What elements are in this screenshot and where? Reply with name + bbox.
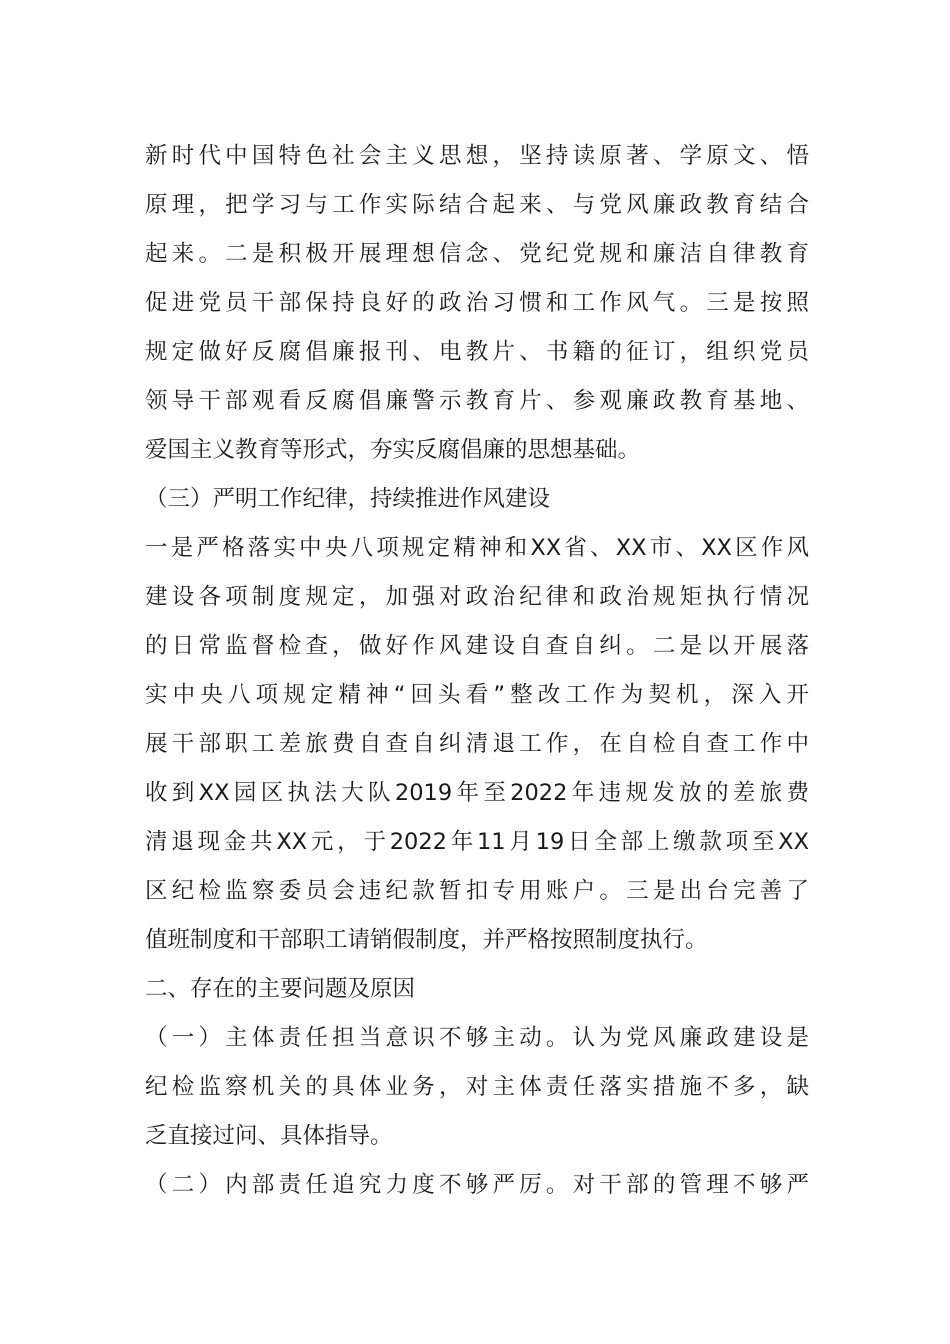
body-line: （二）内部责任追究力度不够严厉。对干部的管理不够严 <box>145 1172 809 1198</box>
body-line: 纪检监察机关的具体业务，对主体责任落实措施不多，缺 <box>145 1074 809 1100</box>
body-line: （一）主体责任担当意识不够主动。认为党风廉政建设是 <box>145 1025 809 1051</box>
document-body <box>145 132 809 1210</box>
body-line: 实中央八项规定精神“回头看”整改工作为契机，深入开 <box>145 682 809 708</box>
body-line: 的日常监督检查，做好作风建设自查自纠。二是以开展落 <box>145 633 809 659</box>
body-line: 乏直接过问、具体指导。 <box>145 1123 393 1149</box>
body-line: 规定做好反腐倡廉报刊、电教片、书籍的征订，组织党员 <box>145 339 809 365</box>
section-heading: 二、存在的主要问题及原因 <box>145 976 416 1002</box>
body-line: 区纪检监察委员会违纪款暂扣专用账户。三是出台完善了 <box>145 878 809 904</box>
body-line: 起来。二是积极开展理想信念、党纪党规和廉洁自律教育 <box>145 241 809 267</box>
body-line: 新时代中国特色社会主义思想，坚持读原著、学原文、悟 <box>145 143 809 169</box>
body-line: 清退现金共XX元，于2022年11月19日全部上缴款项至XX <box>145 829 809 855</box>
body-line: 建设各项制度规定，加强对政治纪律和政治规矩执行情况 <box>145 584 809 610</box>
body-line: 值班制度和干部职工请销假制度，并严格按照制度执行。 <box>145 927 708 953</box>
body-line: 爱国主义教育等形式，夯实反腐倡廉的思想基础。 <box>145 437 641 463</box>
section-heading: （三）严明工作纪律，持续推进作风建设 <box>145 486 551 512</box>
body-line: 收到XX园区执法大队2019年至2022年违规发放的差旅费 <box>145 780 809 806</box>
body-line: 一是严格落实中央八项规定精神和XX省、XX市、XX区作风 <box>145 535 809 561</box>
body-line: 展干部职工差旅费自查自纠清退工作，在自检自查工作中 <box>145 731 809 757</box>
body-line: 促进党员干部保持良好的政治习惯和工作风气。三是按照 <box>145 290 809 316</box>
body-line: 领导干部观看反腐倡廉警示教育片、参观廉政教育基地、 <box>145 388 809 414</box>
body-line: 原理，把学习与工作实际结合起来、与党风廉政教育结合 <box>145 192 809 218</box>
